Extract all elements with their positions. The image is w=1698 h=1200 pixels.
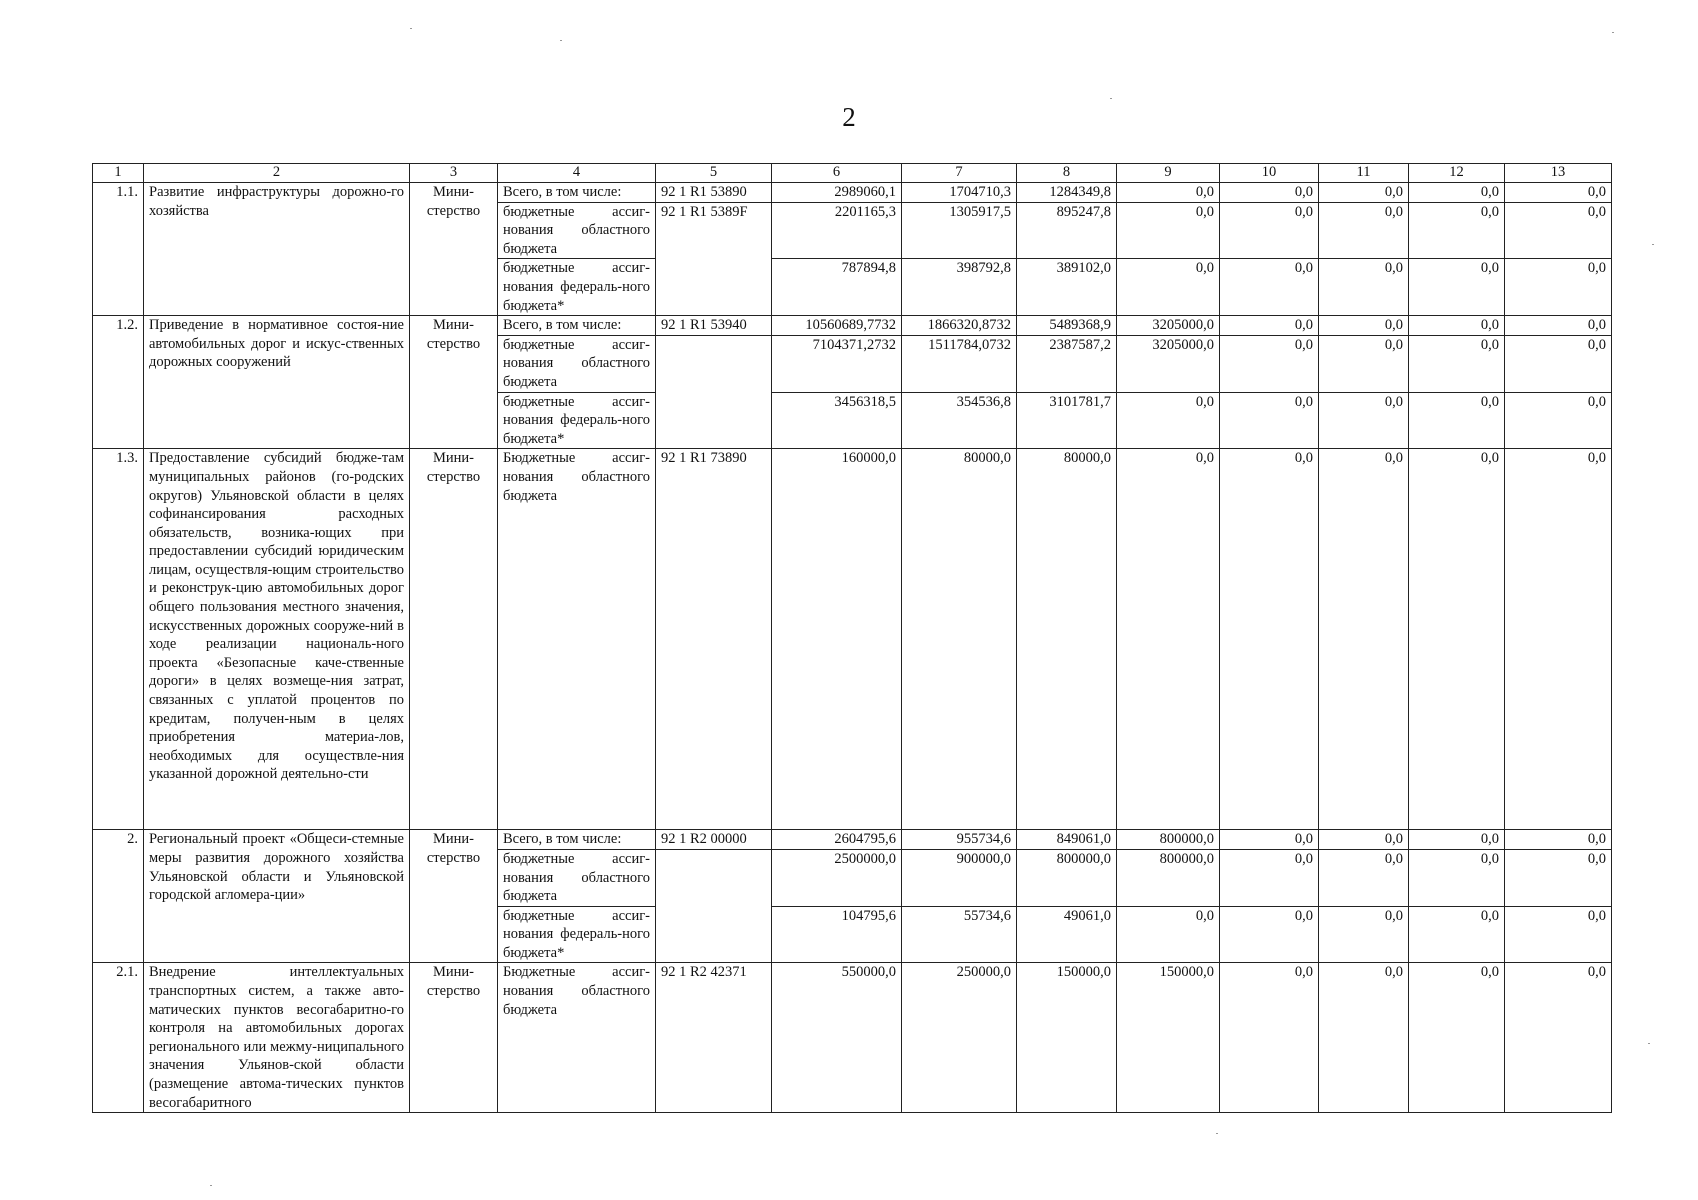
funding-source-label: Всего, в том числе: [498,183,656,203]
amount-cell: 0,0 [1117,449,1220,830]
funding-source-label: Всего, в том числе: [498,830,656,850]
amount-cell: 550000,0 [772,963,902,1113]
amount-cell: 0,0 [1220,316,1319,336]
item-number: 2. [93,830,144,963]
column-header: 3 [410,164,498,183]
executor: Мини-стерство [410,449,498,830]
amount-cell: 0,0 [1505,335,1612,392]
amount-cell: 2604795,6 [772,830,902,850]
amount-cell: 0,0 [1117,183,1220,203]
amount-cell: 0,0 [1117,392,1220,449]
amount-cell: 0,0 [1220,335,1319,392]
amount-cell: 80000,0 [902,449,1017,830]
executor: Мини-стерство [410,316,498,449]
amount-cell: 2989060,1 [772,183,902,203]
budget-code: 92 1 R1 53940 [656,316,772,336]
amount-cell: 0,0 [1220,392,1319,449]
amount-cell: 1866320,8732 [902,316,1017,336]
amount-cell: 0,0 [1220,449,1319,830]
budget-code: 92 1 R2 00000 [656,830,772,850]
amount-cell: 0,0 [1117,259,1220,316]
amount-cell: 0,0 [1319,202,1409,259]
amount-cell: 0,0 [1505,202,1612,259]
column-header: 13 [1505,164,1612,183]
item-name: Внедрение интеллектуальных транспортных систем, а также авто-матических пунктов весогабаритно-го контроля на автомобильных дорогах регионального или межму-ниципального значения Ульянов-ской области (размещение автома-тических пунктов весогабаритного [144,963,410,1113]
funding-source-label: Бюджетные ассиг-нования областного бюджета [498,963,656,1113]
amount-cell: 0,0 [1505,830,1612,850]
amount-cell: 0,0 [1409,202,1505,259]
amount-cell: 0,0 [1319,449,1409,830]
amount-cell: 398792,8 [902,259,1017,316]
scan-speck [1652,244,1654,245]
budget-code: 92 1 R1 53890 [656,183,772,203]
budget-code: 92 1 R2 42371 [656,963,772,1113]
amount-cell: 0,0 [1220,830,1319,850]
amount-cell: 0,0 [1409,259,1505,316]
scan-speck [210,1185,212,1186]
column-header: 11 [1319,164,1409,183]
item-name: Предоставление субсидий бюдже-там муниципальных районов (го-родских округов) Ульяновской области в целях софинансирования расходных обязательств, возника-ющих при предоставлении субсидий юридическим лицам, осуществля-ющим строительство и реконструк-цию автомобильных дорог общего пользования местного значения, искусственных дорожных сооруже-ний в ходе реализации националь-ного проекта «Безопасные каче-ственные дороги» в целях возмеще-ния затрат, связанных с уплатой процентов по кредитам, получен-ным в целях приобретения материа-лов, необходимых для осуществле-ния указанной дорожной деятельно-сти [144,449,410,830]
item-number: 1.2. [93,316,144,449]
executor: Мини-стерство [410,830,498,963]
amount-cell: 3205000,0 [1117,316,1220,336]
amount-cell: 0,0 [1117,202,1220,259]
column-header: 10 [1220,164,1319,183]
budget-table [92,163,1612,1113]
column-header: 9 [1117,164,1220,183]
amount-cell: 2500000,0 [772,849,902,906]
item-number: 1.3. [93,449,144,830]
table-row [93,449,1612,830]
amount-cell: 800000,0 [1117,849,1220,906]
scan-speck [1612,32,1614,33]
amount-cell: 0,0 [1319,335,1409,392]
amount-cell: 250000,0 [902,963,1017,1113]
amount-cell: 104795,6 [772,906,902,963]
executor: Мини-стерство [410,963,498,1113]
table-row [93,963,1612,1113]
amount-cell: 0,0 [1319,392,1409,449]
amount-cell: 0,0 [1505,449,1612,830]
amount-cell: 49061,0 [1017,906,1117,963]
amount-cell: 2387587,2 [1017,335,1117,392]
amount-cell: 10560689,7732 [772,316,902,336]
column-header: 4 [498,164,656,183]
amount-cell: 0,0 [1409,449,1505,830]
amount-cell: 0,0 [1409,963,1505,1113]
amount-cell: 0,0 [1220,202,1319,259]
funding-source-label: бюджетные ассиг-нования федераль-ного бюджета* [498,392,656,449]
column-header: 1 [93,164,144,183]
funding-source-label: Бюджетные ассиг-нования областного бюджета [498,449,656,830]
item-name: Развитие инфраструктуры дорожно-го хозяйства [144,183,410,316]
amount-cell: 0,0 [1220,906,1319,963]
amount-cell: 1305917,5 [902,202,1017,259]
table-row [93,316,1612,336]
amount-cell: 0,0 [1409,392,1505,449]
scan-speck [410,28,412,29]
table-row [93,830,1612,850]
item-name: Региональный проект «Общеси-стемные меры развития дорожного хозяйства Ульяновской области и Ульяновской городской агломера-ции» [144,830,410,963]
amount-cell: 5489368,9 [1017,316,1117,336]
page-number: 2 [842,102,856,132]
amount-cell: 0,0 [1505,849,1612,906]
amount-cell: 955734,6 [902,830,1017,850]
amount-cell: 0,0 [1409,335,1505,392]
scan-speck [1216,1133,1218,1134]
funding-source-label: Всего, в том числе: [498,316,656,336]
amount-cell: 0,0 [1409,830,1505,850]
amount-cell: 3456318,5 [772,392,902,449]
amount-cell: 3101781,7 [1017,392,1117,449]
executor: Мини-стерство [410,183,498,316]
amount-cell: 787894,8 [772,259,902,316]
amount-cell: 800000,0 [1117,830,1220,850]
budget-code-empty [656,335,772,449]
amount-cell: 0,0 [1220,963,1319,1113]
header-row [93,164,1612,183]
amount-cell: 0,0 [1117,906,1220,963]
amount-cell: 0,0 [1409,906,1505,963]
column-header: 8 [1017,164,1117,183]
amount-cell: 0,0 [1319,830,1409,850]
item-name: Приведение в нормативное состоя-ние автомобильных дорог и искус-ственных дорожных сооружений [144,316,410,449]
amount-cell: 160000,0 [772,449,902,830]
funding-source-label: бюджетные ассиг-нования областного бюджета [498,335,656,392]
amount-cell: 0,0 [1220,259,1319,316]
funding-source-label: бюджетные ассиг-нования областного бюджета [498,202,656,259]
amount-cell: 0,0 [1505,963,1612,1113]
amount-cell: 2201165,3 [772,202,902,259]
budget-code-empty [656,849,772,963]
amount-cell: 0,0 [1505,259,1612,316]
amount-cell: 0,0 [1319,183,1409,203]
amount-cell: 3205000,0 [1117,335,1220,392]
item-number: 1.1. [93,183,144,316]
amount-cell: 150000,0 [1017,963,1117,1113]
scan-speck [1110,98,1112,99]
amount-cell: 0,0 [1319,849,1409,906]
scan-speck [1648,1043,1650,1044]
funding-source-label: бюджетные ассиг-нования федераль-ного бюджета* [498,906,656,963]
column-header: 7 [902,164,1017,183]
amount-cell: 0,0 [1220,183,1319,203]
budget-code: 92 1 R1 73890 [656,449,772,830]
column-header: 12 [1409,164,1505,183]
amount-cell: 0,0 [1409,183,1505,203]
amount-cell: 0,0 [1505,316,1612,336]
column-header: 6 [772,164,902,183]
amount-cell: 150000,0 [1117,963,1220,1113]
amount-cell: 1511784,0732 [902,335,1017,392]
amount-cell: 0,0 [1319,963,1409,1113]
column-header: 2 [144,164,410,183]
amount-cell: 900000,0 [902,849,1017,906]
scan-speck [560,40,562,41]
amount-cell: 0,0 [1319,316,1409,336]
amount-cell: 0,0 [1409,316,1505,336]
funding-source-label: бюджетные ассиг-нования областного бюджета [498,849,656,906]
amount-cell: 0,0 [1319,259,1409,316]
amount-cell: 0,0 [1505,392,1612,449]
amount-cell: 1284349,8 [1017,183,1117,203]
amount-cell: 7104371,2732 [772,335,902,392]
amount-cell: 80000,0 [1017,449,1117,830]
column-header: 5 [656,164,772,183]
table-row [93,183,1612,203]
amount-cell: 895247,8 [1017,202,1117,259]
amount-cell: 800000,0 [1017,849,1117,906]
amount-cell: 389102,0 [1017,259,1117,316]
amount-cell: 0,0 [1505,183,1612,203]
item-number: 2.1. [93,963,144,1113]
amount-cell: 1704710,3 [902,183,1017,203]
amount-cell: 849061,0 [1017,830,1117,850]
funding-source-label: бюджетные ассиг-нования федераль-ного бюджета* [498,259,656,316]
amount-cell: 354536,8 [902,392,1017,449]
amount-cell: 0,0 [1220,849,1319,906]
amount-cell: 0,0 [1505,906,1612,963]
amount-cell: 0,0 [1319,906,1409,963]
amount-cell: 0,0 [1409,849,1505,906]
amount-cell: 55734,6 [902,906,1017,963]
budget-code: 92 1 R1 5389F [656,202,772,316]
